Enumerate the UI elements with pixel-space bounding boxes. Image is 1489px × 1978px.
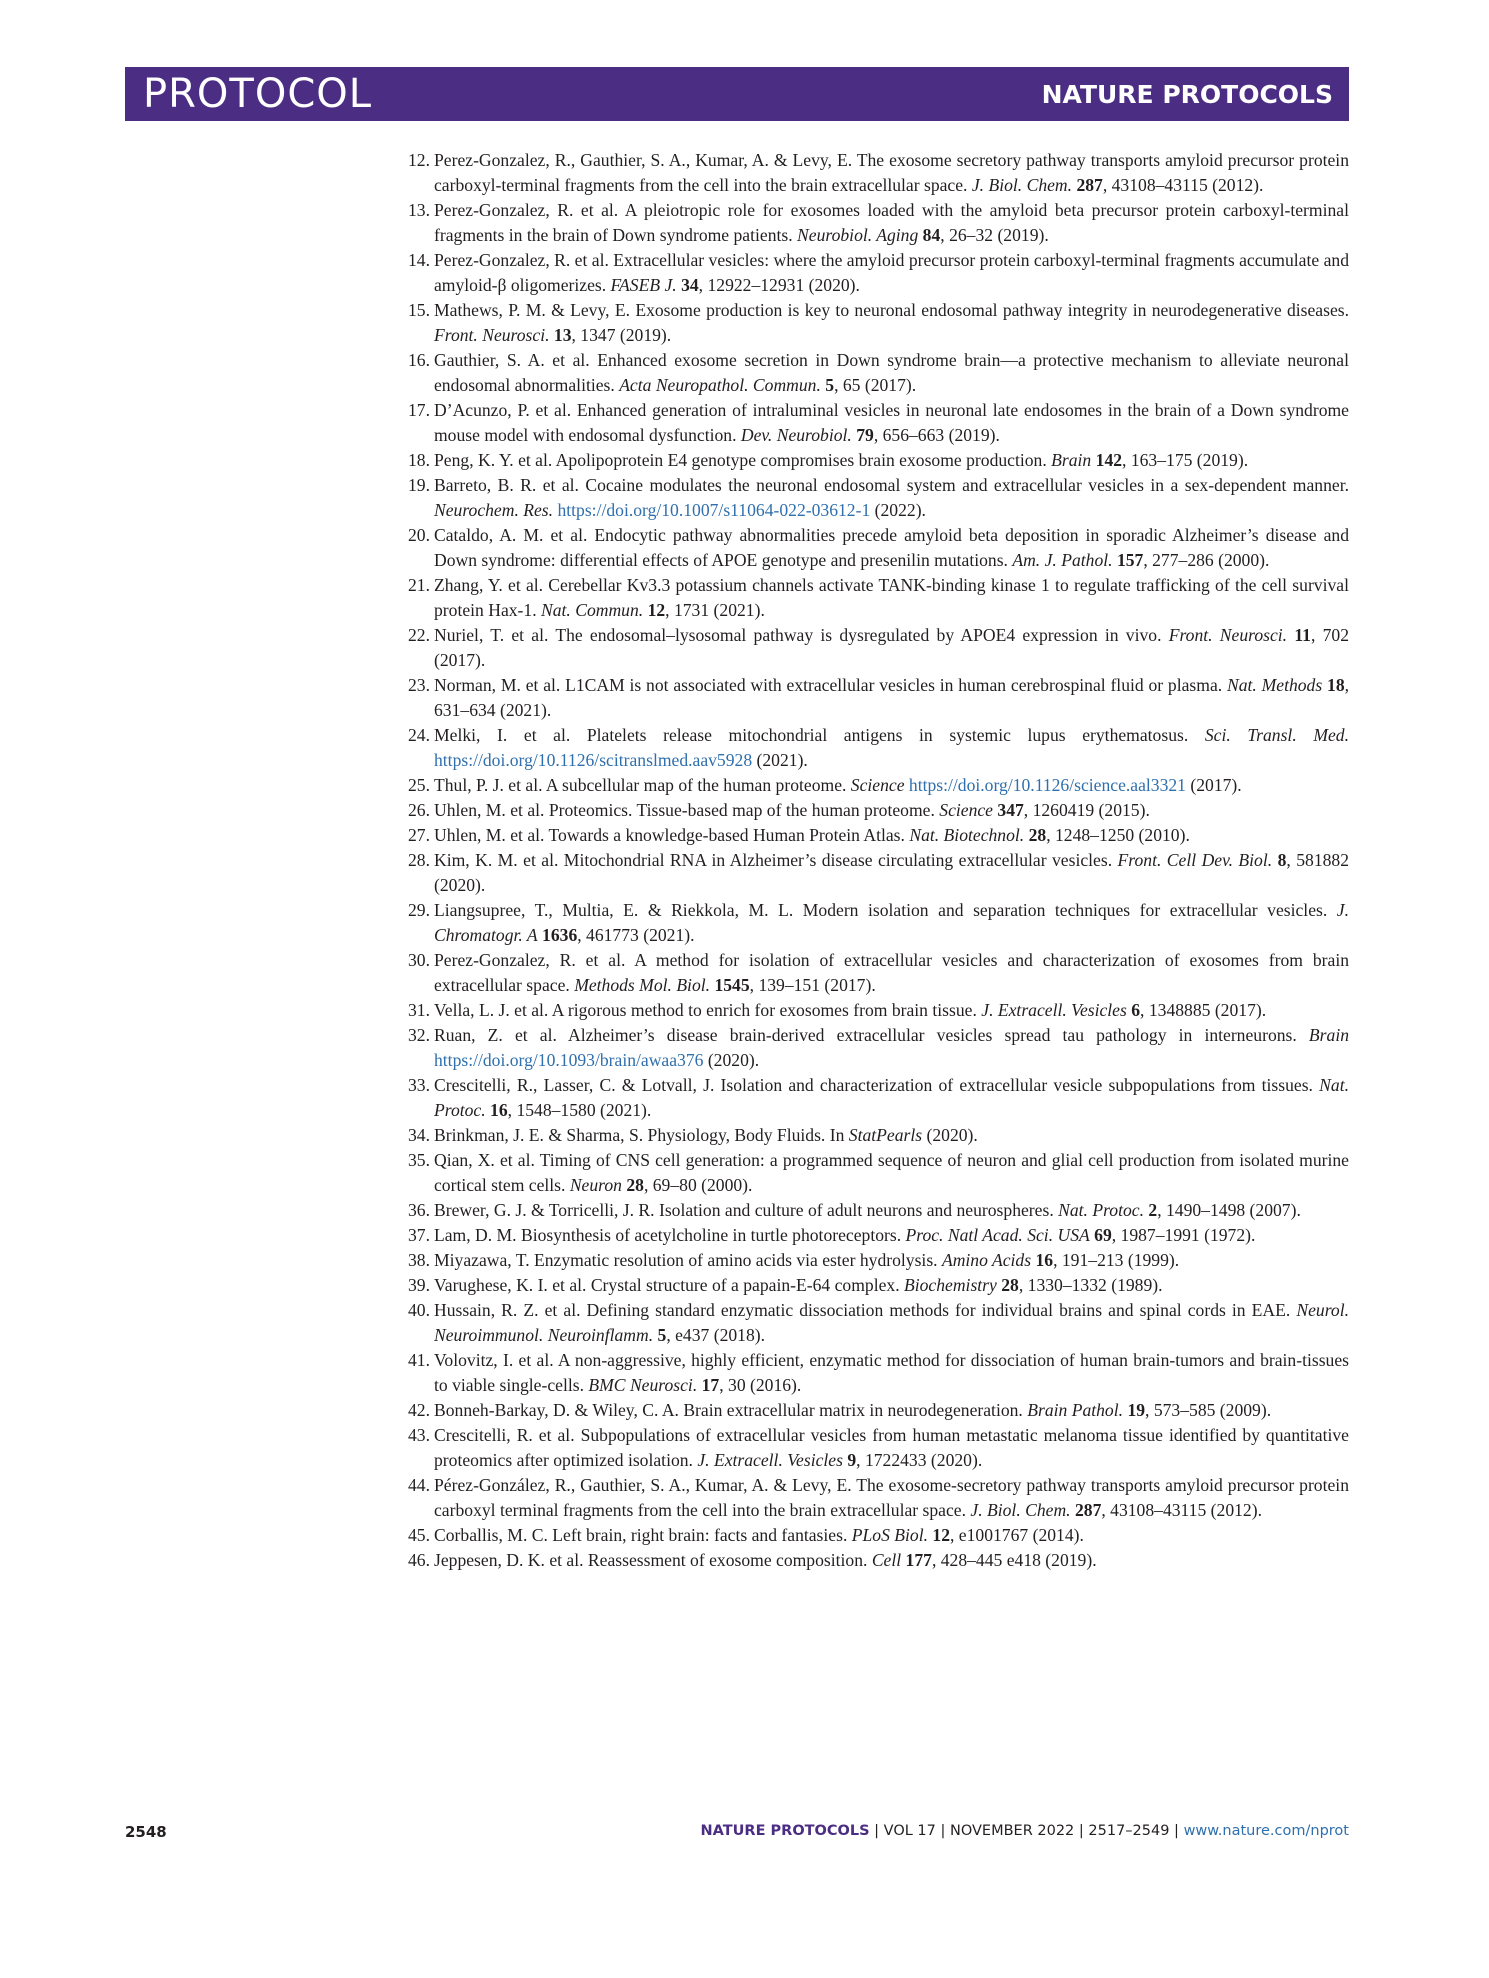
reference-number: 15. — [408, 300, 430, 320]
reference-item — [398, 998, 1349, 1023]
reference-item — [398, 298, 1349, 348]
reference-text: , 1548–1580 (2021). — [507, 1100, 652, 1120]
volume-number: 16 — [490, 1100, 508, 1120]
reference-text: (2020). — [922, 1125, 978, 1145]
reference-number: 26. — [408, 800, 430, 820]
footer-url-link[interactable]: www.nature.com/nprot — [1183, 1823, 1349, 1839]
reference-text: , 1722433 (2020). — [856, 1450, 983, 1470]
reference-text: , 702 (2017). — [434, 625, 1349, 670]
volume-number: 11 — [1294, 625, 1311, 645]
reference-number: 43. — [408, 1425, 430, 1445]
reference-number: 33. — [408, 1075, 430, 1095]
reference-number: 34. — [408, 1125, 430, 1145]
reference-number: 25. — [408, 775, 430, 795]
volume-number: 1545 — [714, 975, 750, 995]
volume-number: 13 — [553, 325, 572, 345]
reference-number: 23. — [408, 675, 430, 695]
reference-item — [398, 1023, 1349, 1073]
journal-title: J. Biol. Chem. — [971, 175, 1073, 195]
reference-text: Jeppesen, D. K. et al. Reassessment of exosome composition. — [434, 1550, 872, 1570]
reference-text: Brinkman, J. E. & Sharma, S. Physiology, Body Fluids. In — [434, 1125, 849, 1145]
reference-text: Cataldo, A. M. et al. Endocytic pathway abnormalities precede amyloid beta deposition in sporadic Alzheimer’s disease and Down syndrome: differential effects of APOE genotype and presenilin mutations. — [434, 525, 1349, 570]
reference-text: , e1001767 (2014). — [950, 1525, 1084, 1545]
reference-number: 29. — [408, 900, 430, 920]
volume-number: 8 — [1277, 850, 1287, 870]
page-number: 2548 — [125, 1823, 167, 1841]
reference-text: Volovitz, I. et al. A non-aggressive, highly efficient, enzymatic method for dissociation of human brain-tumors and brain-tissues to viable single-cells. — [434, 1350, 1349, 1395]
journal-title: Amino Acids — [941, 1250, 1032, 1270]
reference-text: Hussain, R. Z. et al. Defining standard enzymatic dissociation methods for individual brains and spinal cords in EAE. — [434, 1300, 1297, 1320]
reference-text: Crescitelli, R. et al. Subpopulations of extracellular vesicles from human metastatic melanoma tissue identified by quantitative proteomics after optimized isolation. — [434, 1425, 1349, 1470]
reference-text: , 573–585 (2009). — [1145, 1400, 1272, 1420]
journal-title: Nat. Biotechnol. — [909, 825, 1025, 845]
footer-journal: NATURE PROTOCOLS — [700, 1823, 870, 1839]
reference-list — [398, 148, 1349, 1573]
reference-text: , 163–175 (2019). — [1122, 450, 1249, 470]
reference-text: Barreto, B. R. et al. Cocaine modulates the neuronal endosomal system and extracellular vesicles in a sex-dependent manner. — [434, 475, 1349, 495]
volume-number: 12 — [647, 600, 666, 620]
footer-volume: VOL 17 — [883, 1823, 936, 1839]
reference-number: 37. — [408, 1225, 430, 1245]
doi-link[interactable]: https://doi.org/10.1007/s11064-022-03612-1 — [557, 500, 871, 520]
reference-item — [398, 848, 1349, 898]
reference-number: 22. — [408, 625, 430, 645]
reference-text: , 12922–12931 (2020). — [698, 275, 860, 295]
reference-text: (2022). — [870, 500, 926, 520]
reference-item — [398, 248, 1349, 298]
journal-title: Brain — [1051, 450, 1092, 470]
reference-number: 41. — [408, 1350, 430, 1370]
reference-text: , 428–445 e418 (2019). — [931, 1550, 1097, 1570]
reference-text: Uhlen, M. et al. Proteomics. Tissue-based map of the human proteome. — [434, 800, 940, 820]
reference-number: 14. — [408, 250, 430, 270]
reference-number: 21. — [408, 575, 430, 595]
journal-title: Neuron — [569, 1175, 622, 1195]
reference-text: (2017). — [1185, 775, 1242, 795]
reference-item — [398, 1148, 1349, 1198]
journal-title: J. Biol. Chem. — [970, 1500, 1071, 1520]
journal-title: Nat. Methods — [1226, 675, 1323, 695]
reference-text: Thul, P. J. et al. A subcellular map of the human proteome. — [434, 775, 851, 795]
doi-link[interactable]: https://doi.org/10.1126/scitranslmed.aav5928 — [434, 750, 753, 770]
volume-number: 79 — [856, 425, 874, 445]
volume-number: 157 — [1116, 550, 1144, 570]
reference-text: , 631–634 (2021). — [434, 675, 1350, 720]
reference-text: , 191–213 (1999). — [1053, 1250, 1180, 1270]
reference-text: , 1348885 (2017). — [1140, 1000, 1267, 1020]
reference-item — [398, 1348, 1349, 1398]
reference-text: Crescitelli, R., Lasser, C. & Lotvall, J. Isolation and characterization of extracellular vesicle subpopulations from tissues. — [434, 1075, 1320, 1095]
reference-item — [398, 523, 1349, 573]
reference-text: , 139–151 (2017). — [749, 975, 876, 995]
journal-title: Neurol. Neuroimmunol. Neuroinflamm. — [434, 1300, 1349, 1345]
reference-text: , 1347 (2019). — [571, 325, 672, 345]
reference-text: , 30 (2016). — [719, 1375, 802, 1395]
reference-text: , 1490–1498 (2007). — [1157, 1200, 1301, 1220]
volume-number: 177 — [905, 1550, 932, 1570]
reference-text: D’Acunzo, P. et al. Enhanced generation of intraluminal vesicles in neuronal late endosomes in the brain of a Down syndrome mouse model with endosomal dysfunction. — [434, 400, 1349, 445]
volume-number: 19 — [1127, 1400, 1146, 1420]
reference-item — [398, 773, 1349, 798]
reference-number: 46. — [408, 1550, 430, 1570]
reference-item — [398, 473, 1349, 523]
reference-text: (2020). — [703, 1050, 760, 1070]
reference-text: (2021). — [752, 750, 808, 770]
reference-text: Perez-Gonzalez, R. et al. A method for isolation of extracellular vesicles and characterization of exosomes from brain extracellular space. — [434, 950, 1349, 995]
reference-item — [398, 148, 1349, 198]
reference-text: Peng, K. Y. et al. Apolipoprotein E4 genotype compromises brain exosome production. — [434, 450, 1052, 470]
reference-number: 38. — [408, 1250, 430, 1270]
footer-citation — [701, 1823, 1349, 1839]
reference-text: Pérez-González, R., Gauthier, S. A., Kumar, A. & Levy, E. The exosome-secretory pathway transports amyloid precursor protein carboxyl terminal fragments from the cell into the brain extracellular space. — [434, 1475, 1349, 1520]
footer-separator: | — [935, 1823, 950, 1839]
volume-number: 347 — [997, 800, 1024, 820]
doi-link[interactable]: https://doi.org/10.1126/science.aal3321 — [908, 775, 1186, 795]
volume-number: 34 — [681, 275, 699, 295]
doi-link[interactable]: https://doi.org/10.1093/brain/awaa376 — [434, 1050, 704, 1070]
volume-number: 17 — [701, 1375, 720, 1395]
volume-number: 287 — [1074, 1500, 1102, 1520]
reference-text: , 656–663 (2019). — [873, 425, 1000, 445]
reference-number: 20. — [408, 525, 430, 545]
journal-title: Acta Neuropathol. Commun. — [619, 375, 821, 395]
reference-text: Uhlen, M. et al. Towards a knowledge-based Human Protein Atlas. — [434, 825, 910, 845]
reference-text: Mathews, P. M. & Levy, E. Exosome production is key to neuronal endosomal pathway integrity in neurodegenerative diseases. — [434, 300, 1349, 320]
header-banner — [125, 67, 1349, 121]
volume-number: 84 — [922, 225, 941, 245]
reference-item — [398, 398, 1349, 448]
reference-item — [398, 1273, 1349, 1298]
reference-text: Kim, K. M. et al. Mitochondrial RNA in Alzheimer’s disease circulating extracellular vesicles. — [434, 850, 1118, 870]
reference-item — [398, 1248, 1349, 1273]
footer-separator: | — [1074, 1823, 1089, 1839]
journal-title: Front. Neurosci. — [434, 325, 550, 345]
reference-text: , 461773 (2021). — [577, 925, 695, 945]
reference-item — [398, 573, 1349, 623]
reference-text: , 1260419 (2015). — [1023, 800, 1150, 820]
volume-number: 1636 — [542, 925, 578, 945]
journal-title: Brain — [1308, 1025, 1349, 1045]
reference-text: Perez-Gonzalez, R. et al. A pleiotropic role for exosomes loaded with the amyloid beta precursor protein carboxyl-terminal fragments in the brain of Down syndrome patients. — [434, 200, 1349, 245]
reference-number: 30. — [408, 950, 430, 970]
volume-number: 2 — [1148, 1200, 1158, 1220]
reference-number: 17. — [408, 400, 430, 420]
reference-number: 18. — [408, 450, 430, 470]
reference-text: Lam, D. M. Biosynthesis of acetylcholine in turtle photoreceptors. — [434, 1225, 906, 1245]
journal-title: J. Chromatogr. A — [434, 900, 1349, 945]
reference-text: , 69–80 (2000). — [643, 1175, 753, 1195]
footer-separator: | — [1169, 1823, 1184, 1839]
reference-number: 27. — [408, 825, 430, 845]
reference-number: 12. — [408, 150, 430, 170]
reference-text: Ruan, Z. et al. Alzheimer’s disease brain-derived extracellular vesicles spread tau pathology in interneurons. — [434, 1025, 1309, 1045]
journal-title: Am. J. Pathol. — [1012, 550, 1113, 570]
reference-number: 39. — [408, 1275, 430, 1295]
journal-title: Brain Pathol. — [1027, 1400, 1124, 1420]
reference-number: 35. — [408, 1150, 430, 1170]
reference-text: Nuriel, T. et al. The endosomal–lysosomal pathway is dysregulated by APOE4 expression in vivo. — [434, 625, 1169, 645]
section-label: PROTOCOL — [143, 71, 373, 117]
reference-item — [398, 1223, 1349, 1248]
reference-item — [398, 798, 1349, 823]
reference-number: 19. — [408, 475, 430, 495]
reference-text: , 1330–1332 (1989). — [1018, 1275, 1163, 1295]
volume-number: 6 — [1131, 1000, 1141, 1020]
reference-number: 42. — [408, 1400, 430, 1420]
reference-text: , 1987–1991 (1972). — [1111, 1225, 1256, 1245]
reference-text: , 43108–43115 (2012). — [1101, 1500, 1262, 1520]
reference-item — [398, 1398, 1349, 1423]
reference-text: Zhang, Y. et al. Cerebellar Kv3.3 potassium channels activate TANK-binding kinase 1 to regulate trafficking of the cell survival protein Hax-1. — [434, 575, 1349, 620]
reference-item — [398, 898, 1349, 948]
volume-number: 9 — [847, 1450, 857, 1470]
reference-text: Qian, X. et al. Timing of CNS cell generation: a programmed sequence of neuron and glial cell production from isolated murine cortical stem cells. — [434, 1150, 1349, 1195]
volume-number: 69 — [1094, 1225, 1112, 1245]
volume-number: 28 — [1028, 825, 1047, 845]
reference-item — [398, 1298, 1349, 1348]
reference-text: , 43108–43115 (2012). — [1102, 175, 1264, 195]
reference-number: 13. — [408, 200, 430, 220]
volume-number: 28 — [1001, 1275, 1019, 1295]
reference-item — [398, 1198, 1349, 1223]
journal-title: J. Extracell. Vesicles — [697, 1450, 843, 1470]
journal-title: FASEB J. — [610, 275, 677, 295]
reference-text: , 277–286 (2000). — [1143, 550, 1270, 570]
reference-number: 28. — [408, 850, 430, 870]
reference-item — [398, 1523, 1349, 1548]
journal-name: NATURE PROTOCOLS — [1041, 80, 1333, 109]
reference-item — [398, 198, 1349, 248]
volume-number: 142 — [1095, 450, 1123, 470]
reference-text: , 581882 (2020). — [434, 850, 1350, 895]
reference-number: 45. — [408, 1525, 430, 1545]
volume-number: 12 — [932, 1525, 950, 1545]
volume-number: 287 — [1076, 175, 1103, 195]
journal-title: Methods Mol. Biol. — [574, 975, 711, 995]
volume-number: 18 — [1327, 675, 1345, 695]
volume-number: 5 — [657, 1325, 667, 1345]
reference-item — [398, 623, 1349, 673]
reference-item — [398, 348, 1349, 398]
reference-number: 31. — [408, 1000, 430, 1020]
journal-title: Science — [939, 800, 993, 820]
reference-text: Vella, L. J. et al. A rigorous method to enrich for exosomes from brain tissue. — [434, 1000, 982, 1020]
reference-text: Miyazawa, T. Enzymatic resolution of amino acids via ester hydrolysis. — [434, 1250, 942, 1270]
reference-number: 16. — [408, 350, 430, 370]
reference-item — [398, 948, 1349, 998]
journal-title: Nat. Protoc. — [1058, 1200, 1144, 1220]
reference-item — [398, 1473, 1349, 1523]
reference-item — [398, 1123, 1349, 1148]
reference-item — [398, 723, 1349, 773]
reference-number: 40. — [408, 1300, 430, 1320]
reference-number: 24. — [408, 725, 430, 745]
journal-title: J. Extracell. Vesicles — [981, 1000, 1127, 1020]
volume-number: 28 — [626, 1175, 644, 1195]
reference-item — [398, 673, 1349, 723]
reference-item — [398, 1548, 1349, 1573]
reference-text: Gauthier, S. A. et al. Enhanced exosome secretion in Down syndrome brain—a protective mechanism to alleviate neuronal endosomal abnormalities. — [434, 350, 1349, 395]
reference-text: , 26–32 (2019). — [940, 225, 1049, 245]
reference-number: 44. — [408, 1475, 430, 1495]
reference-text: , 65 (2017). — [834, 375, 917, 395]
reference-text: Melki, I. et al. Platelets release mitochondrial antigens in systemic lupus erythematosus. — [434, 725, 1205, 745]
reference-item — [398, 1073, 1349, 1123]
journal-title: PLoS Biol. — [851, 1525, 928, 1545]
journal-title: Dev. Neurobiol. — [740, 425, 852, 445]
footer-pages: 2517–2549 — [1088, 1823, 1170, 1839]
reference-number: 36. — [408, 1200, 430, 1220]
journal-title: Neurobiol. Aging — [797, 225, 919, 245]
reference-item — [398, 1423, 1349, 1473]
reference-text: Corballis, M. C. Left brain, right brain: facts and fantasies. — [434, 1525, 852, 1545]
journal-title: StatPearls — [848, 1125, 923, 1145]
reference-text: , 1731 (2021). — [665, 600, 765, 620]
footer-date: NOVEMBER 2022 — [949, 1823, 1075, 1839]
reference-text: Liangsupree, T., Multia, E. & Riekkola, M. L. Modern isolation and separation techniques for extracellular vesicles. — [434, 900, 1337, 920]
reference-text: , e437 (2018). — [666, 1325, 766, 1345]
reference-text: , 1248–1250 (2010). — [1046, 825, 1190, 845]
reference-text: Perez-Gonzalez, R., Gauthier, S. A., Kumar, A. & Levy, E. The exosome secretory pathway transports amyloid precursor protein carboxyl-terminal fragments from the cell into the brain extracellular space. — [434, 150, 1349, 195]
journal-title: Neurochem. Res. — [434, 500, 554, 520]
journal-title: Science — [850, 775, 905, 795]
journal-title: Biochemistry — [904, 1275, 997, 1295]
journal-title: BMC Neurosci. — [588, 1375, 698, 1395]
reference-number: 32. — [408, 1025, 430, 1045]
footer-separator: | — [869, 1823, 884, 1839]
journal-title: Proc. Natl Acad. Sci. USA — [905, 1225, 1090, 1245]
volume-number: 5 — [825, 375, 835, 395]
reference-text: Perez-Gonzalez, R. et al. Extracellular vesicles: where the amyloid precursor protein carboxyl-terminal fragments accumulate and amyloid-β oligomerizes. — [434, 250, 1349, 295]
volume-number: 16 — [1035, 1250, 1054, 1270]
journal-title: Nat. Protoc. — [434, 1075, 1349, 1120]
journal-title: Front. Cell Dev. Biol. — [1117, 850, 1273, 870]
journal-title: Cell — [871, 1550, 902, 1570]
reference-text: Varughese, K. I. et al. Crystal structure of a papain-E-64 complex. — [434, 1275, 904, 1295]
reference-item — [398, 823, 1349, 848]
reference-text: Norman, M. et al. L1CAM is not associated with extracellular vesicles in human cerebrospinal fluid or plasma. — [434, 675, 1227, 695]
journal-title: Front. Neurosci. — [1168, 625, 1288, 645]
reference-text: Brewer, G. J. & Torricelli, J. R. Isolation and culture of adult neurons and neurospheres. — [434, 1200, 1059, 1220]
reference-text: Bonneh-Barkay, D. & Wiley, C. A. Brain extracellular matrix in neurodegeneration. — [434, 1400, 1028, 1420]
journal-title: Nat. Commun. — [541, 600, 644, 620]
reference-item — [398, 448, 1349, 473]
journal-title: Sci. Transl. Med. — [1204, 725, 1349, 745]
